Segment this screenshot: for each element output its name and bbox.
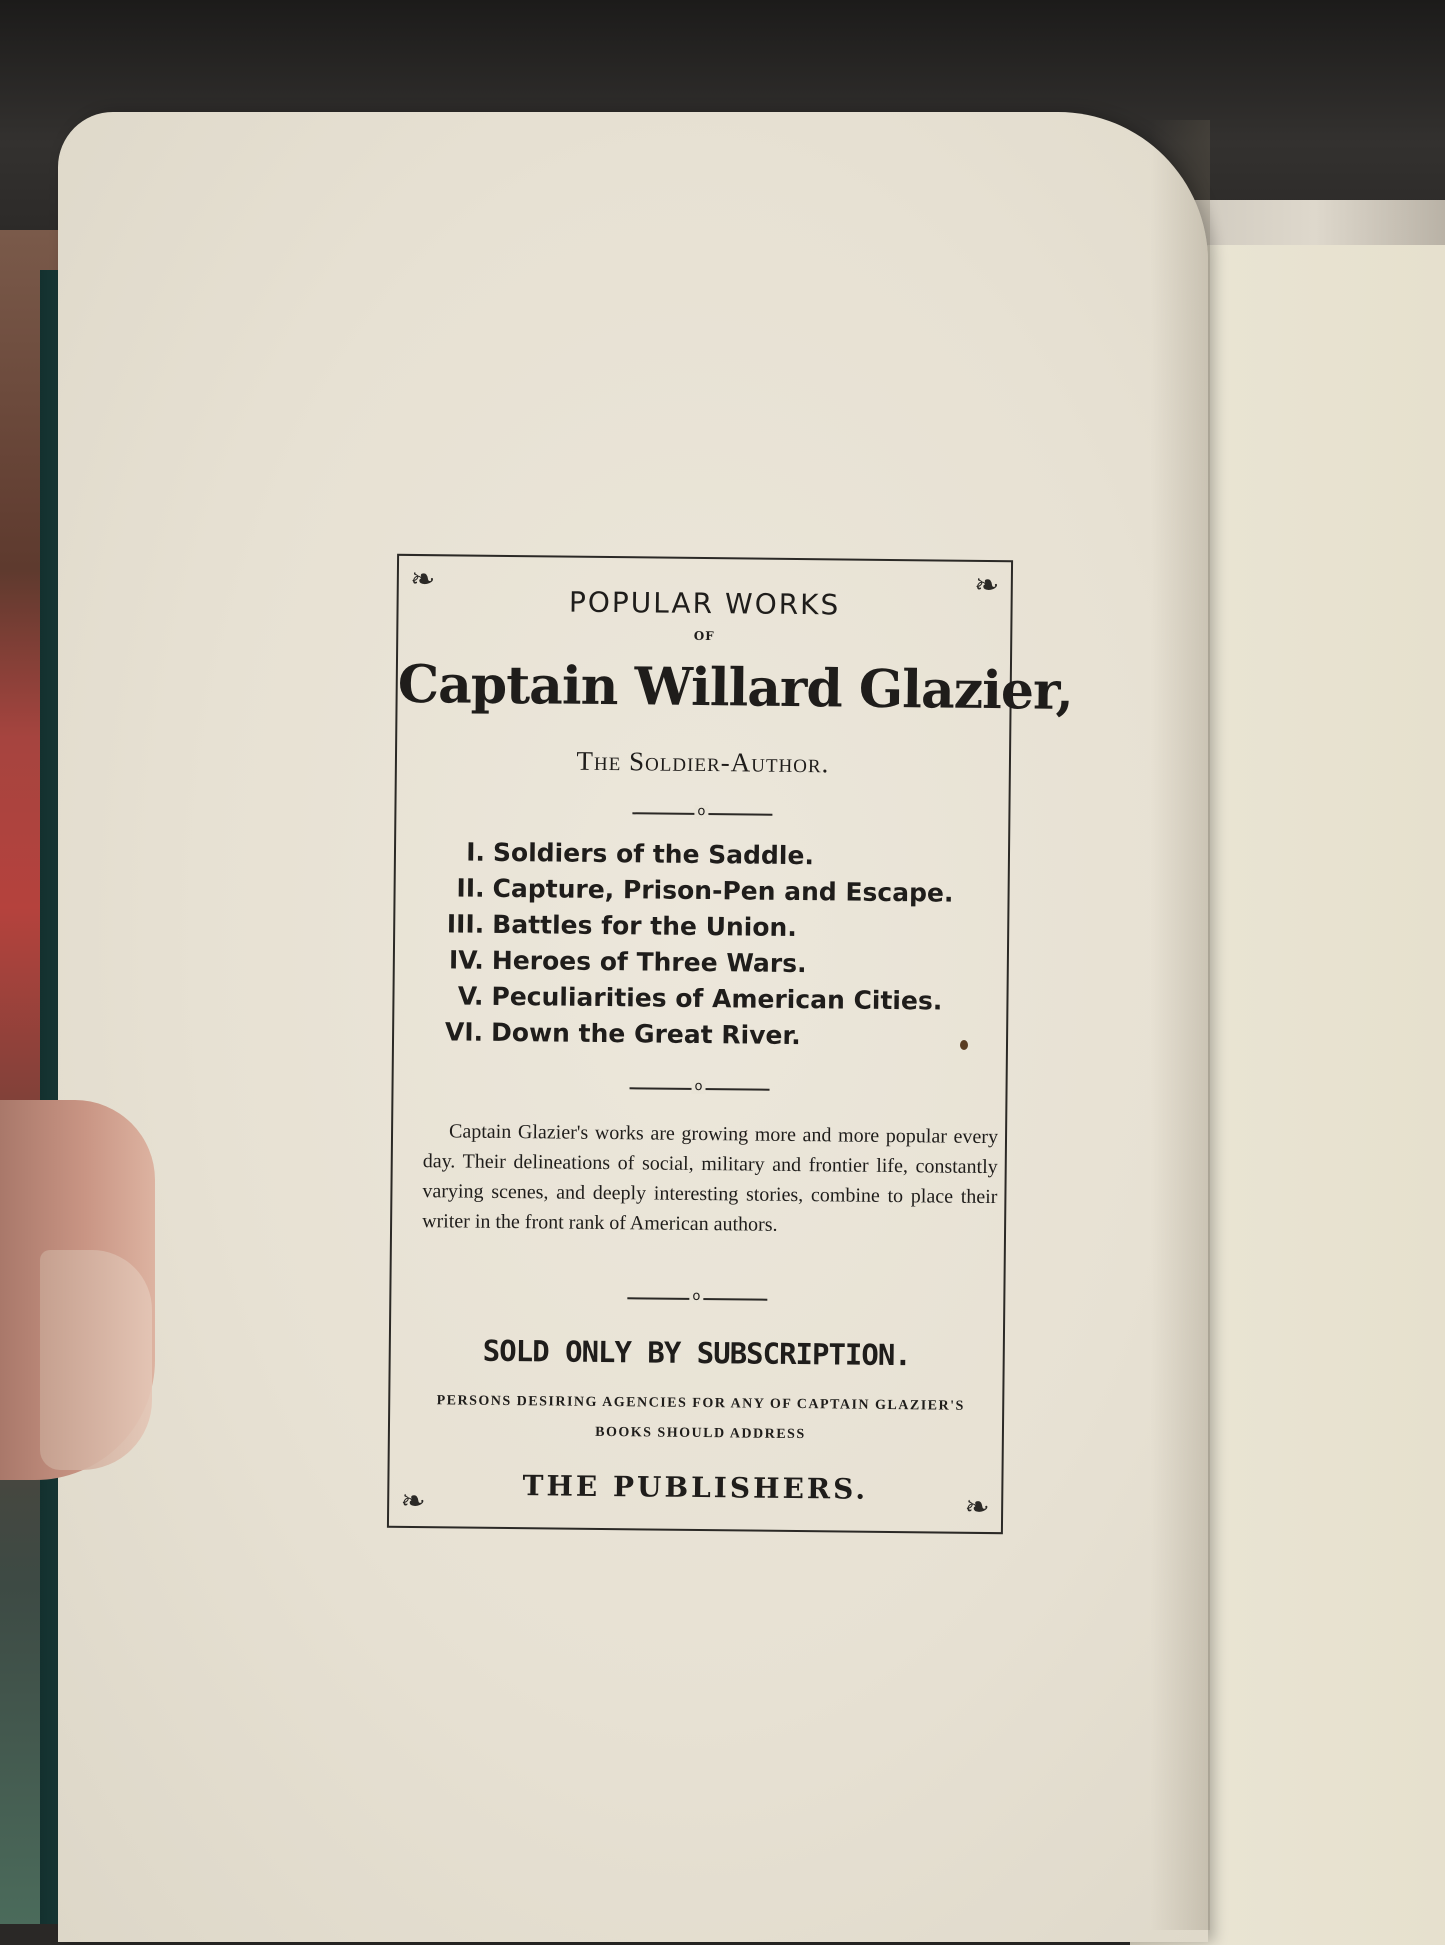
list-title: Peculiarities of American Cities. (491, 981, 943, 1016)
of-label: OF (693, 628, 715, 644)
list-item (409, 942, 1009, 984)
corner-ornament-icon: ❧ (410, 561, 436, 598)
thumbnail-highlight (40, 1250, 152, 1470)
list-item (409, 906, 1009, 948)
divider (627, 1290, 767, 1305)
list-title: Capture, Prison-Pen and Escape. (492, 873, 954, 908)
publishers-label: THE PUBLISHERS. (522, 1469, 869, 1506)
heading: POPULAR WORKS (568, 585, 841, 622)
list-item (410, 834, 1010, 876)
description-paragraph: Captain Glazier's works are growing more and more popular every day. Their delineations of social, military and frontier life, constantly varying scenes, and deeply interesting stories, combine to place their writer in the front rank of American authors. (422, 1120, 999, 1236)
corner-ornament-icon: ❧ (400, 1483, 426, 1520)
divider-mark: o (689, 1290, 703, 1304)
list-numeral: I. (466, 837, 486, 867)
corner-ornament-icon: ❧ (974, 567, 1000, 604)
list-title: Down the Great River. (490, 1017, 801, 1051)
agency-notice: PERSONS DESIRING AGENCIES FOR ANY OF CAPTAIN GLAZIER'S BOOKS SHOULD ADDRESS (436, 1393, 965, 1443)
list-numeral: VI. (444, 1017, 484, 1047)
advertisement-frame (387, 554, 1074, 1534)
divider-mark: o (691, 1080, 705, 1094)
list-item (409, 870, 1009, 912)
author-name: Captain Willard Glazier, (397, 653, 1074, 722)
page-gutter-shadow (1150, 120, 1210, 1930)
divider (632, 805, 772, 820)
paper-speck (960, 1040, 968, 1050)
subtitle: The Soldier-Author. (576, 745, 830, 779)
subscription-notice: SOLD ONLY BY SUBSCRIPTION. (482, 1333, 911, 1373)
list-item (408, 978, 1008, 1020)
works-list (408, 834, 1010, 1056)
list-title: Soldiers of the Saddle. (492, 837, 815, 871)
list-title: Battles for the Union. (492, 909, 797, 943)
divider (629, 1080, 769, 1095)
list-numeral: III. (446, 909, 485, 939)
divider-mark: o (694, 805, 708, 819)
list-numeral: IV. (448, 945, 485, 975)
list-item (408, 1014, 1008, 1056)
list-numeral: V. (457, 981, 484, 1011)
list-numeral: II. (456, 873, 485, 903)
list-title: Heroes of Three Wars. (491, 945, 807, 979)
corner-ornament-icon: ❧ (964, 1489, 990, 1526)
